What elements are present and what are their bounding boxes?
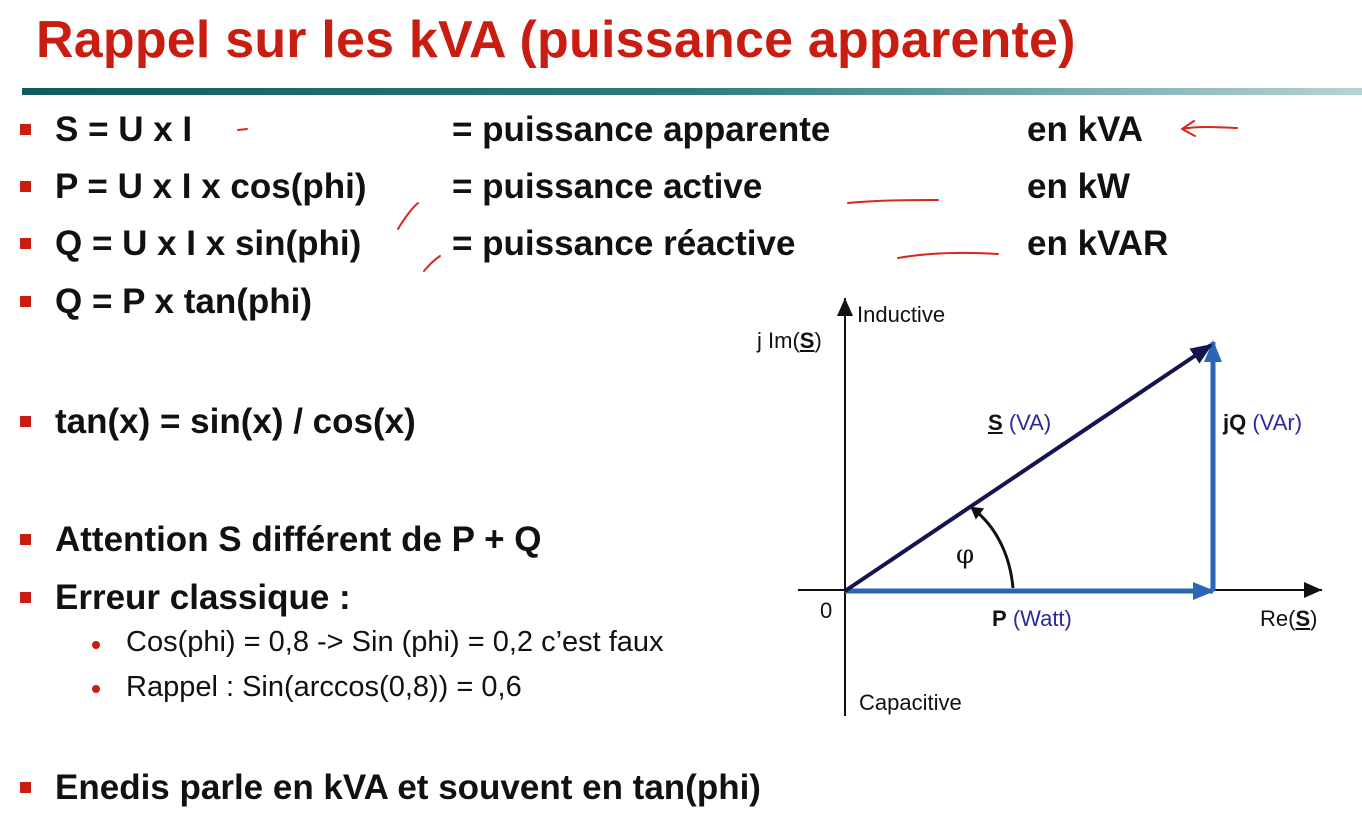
unit-s: en kVA bbox=[1027, 110, 1144, 149]
x-axis-label: Re(S) bbox=[1260, 606, 1318, 631]
phi-angle-arc bbox=[972, 508, 1013, 588]
definition-s: = puissance apparente bbox=[452, 110, 831, 149]
definition-p: = puissance active bbox=[452, 167, 763, 206]
origin-label: 0 bbox=[820, 598, 833, 623]
error-item: Rappel : Sin(arccos(0,8)) = 0,6 bbox=[126, 671, 522, 703]
annotation-tick bbox=[398, 203, 418, 229]
conclusion-text: Enedis parle en kVA et souvent en tan(phi) bbox=[55, 768, 761, 807]
s-vector-arrow bbox=[845, 345, 1211, 591]
definition-q: = puissance réactive bbox=[452, 224, 796, 263]
formula-q-tan: Q = P x tan(phi) bbox=[55, 282, 313, 321]
unit-q: en kVAR bbox=[1027, 224, 1169, 263]
annotation-dash bbox=[238, 129, 247, 130]
inductive-label: Inductive bbox=[857, 302, 946, 327]
formula-q: Q = U x I x sin(phi) bbox=[55, 224, 362, 263]
annotation-tick bbox=[424, 256, 440, 271]
error-item: Cos(phi) = 0,8 -> Sin (phi) = 0,2 c’est faux bbox=[126, 626, 664, 658]
error-heading: Erreur classique : bbox=[55, 578, 351, 617]
unit-p: en kW bbox=[1027, 167, 1131, 206]
warning-text: Attention S différent de P + Q bbox=[55, 520, 542, 559]
annotation-underline bbox=[898, 253, 998, 258]
slide-title: Rappel sur les kVA (puissance apparente) bbox=[36, 11, 1076, 69]
phi-angle-label: φ bbox=[956, 540, 975, 570]
annotation-underline bbox=[848, 200, 938, 203]
capacitive-label: Capacitive bbox=[859, 690, 962, 715]
tan-identity: tan(x) = sin(x) / cos(x) bbox=[55, 402, 416, 441]
y-axis-label: j Im(S) bbox=[757, 328, 822, 353]
q-vector-label: jQ (VAr) bbox=[1223, 410, 1303, 435]
s-vector-label: S (VA) bbox=[988, 410, 1052, 435]
formula-s: S = U x I bbox=[55, 110, 193, 149]
p-vector-label: P (Watt) bbox=[992, 606, 1072, 631]
formula-p: P = U x I x cos(phi) bbox=[55, 167, 367, 206]
annotation-arrow bbox=[1182, 121, 1237, 136]
